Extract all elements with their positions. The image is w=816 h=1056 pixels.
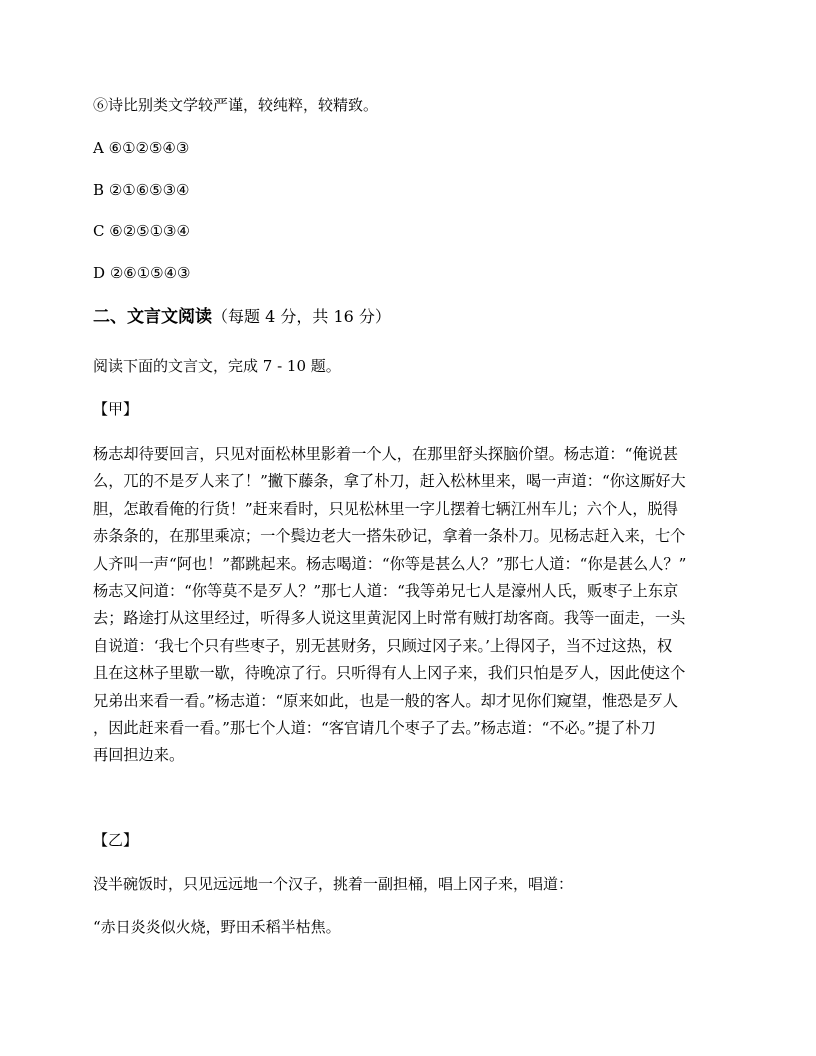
poem-line: “赤日炎炎似火烧，野田禾稻半枯焦。: [93, 918, 341, 936]
passage-line: 杨志却待要回言，只见对面松林里影着一个人，在那里舒头探脑价望。杨志道：“俺说甚: [93, 445, 678, 463]
part-b-line: 没半碗饭时，只见远远地一个汉子，挑着一副担桶，唱上冈子来，唱道：: [93, 875, 574, 893]
option-b-label: B: [93, 181, 105, 199]
passage-line: 么，兀的不是歹人来了！”撇下藤条，拿了朴刀，赶入松林里来，喝一声道：“你这厮好大: [93, 472, 686, 491]
part-a-label: 【甲】: [93, 400, 139, 418]
section-heading: [93, 307, 391, 327]
passage-line: 杨志又问道：“你等莫不是歹人？”那七人道：“我等弟兄七人是濠州人氏，贩枣子上东京: [93, 582, 679, 601]
part-a-passage: [93, 441, 723, 770]
option-b: [93, 180, 190, 200]
option-a-label: A: [93, 139, 104, 157]
passage-line: 胆，怎敢看俺的行货！”赶来看时，只见松林里一字儿摆着七辆江州车儿；六个人，脱得: [93, 499, 678, 518]
option-c-label: C: [93, 222, 105, 240]
question-item-6: ⑥诗比别类文学较严谨，较纯粹，较精致。: [93, 96, 379, 114]
option-b-text: ②①⑥⑤③④: [108, 181, 190, 199]
passage-line: 且在这林子里歇一歇，待晚凉了行。只听得有人上冈子来，我们只怕是歹人，因此使这个: [93, 664, 686, 683]
option-d-label: D: [93, 264, 106, 282]
option-a: [93, 138, 189, 158]
passage-line: ，因此赶来看一看。”那七个人道：“客官请几个枣子了去。”杨志道：“不必。”提了朴刀: [93, 719, 656, 738]
option-d-text: ②⑥①⑤④③: [109, 264, 191, 282]
passage-line: 去；路途打从这里经过，听得多人说这里黄泥冈上时常有贼打劫客商。我等一面走，一头: [93, 609, 686, 628]
option-a-text: ⑥①②⑤④③: [108, 139, 190, 157]
section-note: （每题 4 分，共 16 分）: [212, 307, 391, 326]
option-c: [93, 221, 190, 241]
section-title: 二、文言文阅读: [93, 307, 212, 327]
passage-line: 人齐叫一声“阿也！”都跳起来。杨志喝道：“你等是甚么人？”那七人道：“你是甚么人？”: [93, 554, 687, 573]
passage-line: 赤条条的，在那里乘凉；一个鬓边老大一搭朱砂记，拿着一条朴刀。见杨志赶入来，七个: [93, 527, 686, 546]
option-d: [93, 263, 191, 283]
instruction: 阅读下面的文言文，完成 7 - 10 题。: [93, 357, 341, 375]
option-c-text: ⑥②⑤①③④: [109, 222, 190, 240]
passage-line: 再回担边来。: [93, 746, 185, 765]
passage-line: 兄弟出来看一看。”杨志道：“原来如此，也是一般的客人。却才见你们窥望，惟恐是歹人: [93, 691, 679, 710]
passage-line: 自说道：‘我七个只有些枣子，别无甚财务，只顾过冈子来。’上得冈子，当不过这热，权: [93, 636, 673, 655]
part-b-label: 【乙】: [93, 831, 139, 849]
